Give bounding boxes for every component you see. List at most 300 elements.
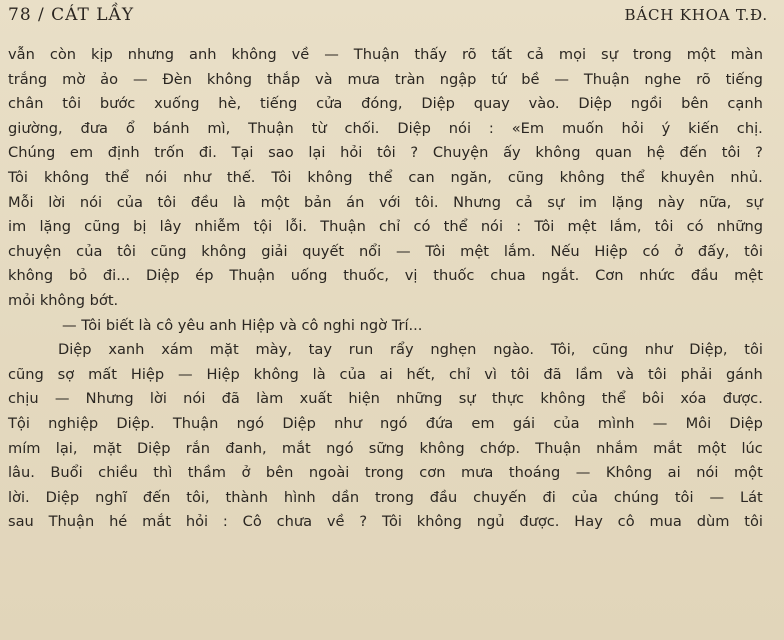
word: thì bbox=[153, 464, 173, 482]
word: sự bbox=[601, 46, 618, 63]
word: mắt bbox=[142, 513, 172, 531]
word: cạnh bbox=[727, 95, 763, 113]
word: sao bbox=[268, 144, 294, 162]
text-line bbox=[8, 437, 763, 462]
word: nữa, bbox=[699, 193, 732, 211]
word: cô bbox=[617, 513, 635, 531]
word: đã bbox=[543, 365, 562, 383]
word: của bbox=[571, 488, 598, 506]
word: tội bbox=[253, 218, 273, 236]
text-line bbox=[8, 387, 763, 412]
word: : bbox=[516, 218, 522, 236]
word: yêu bbox=[177, 316, 210, 334]
word: cả bbox=[526, 46, 544, 63]
word: nghĩ bbox=[95, 488, 127, 506]
word: đóng, bbox=[361, 95, 403, 113]
word: tiếng bbox=[260, 95, 298, 113]
word: mệt bbox=[734, 267, 763, 285]
word: bước bbox=[99, 95, 136, 113]
word: ngập bbox=[439, 70, 477, 88]
word: từ bbox=[311, 119, 327, 137]
word: nổi bbox=[358, 242, 382, 260]
word: gánh bbox=[726, 365, 763, 383]
word: không bbox=[39, 291, 90, 309]
word: đến bbox=[142, 488, 171, 506]
word: lâu. bbox=[8, 464, 35, 482]
word: anh bbox=[189, 46, 217, 63]
text-line bbox=[8, 461, 763, 486]
word: Diệp bbox=[58, 341, 92, 359]
word: em bbox=[69, 144, 94, 162]
word: thoáng bbox=[508, 464, 561, 482]
word: định bbox=[107, 144, 140, 162]
word: vẫn bbox=[8, 46, 35, 63]
word: gái bbox=[512, 414, 536, 432]
word: nghẹn bbox=[430, 341, 477, 359]
word: Hiệp bbox=[594, 242, 628, 260]
word: nói bbox=[448, 119, 471, 137]
word: ai bbox=[667, 464, 681, 482]
word: chuyến bbox=[473, 488, 527, 506]
word: chối. bbox=[344, 119, 380, 137]
word: mua bbox=[649, 513, 682, 531]
word: không bbox=[307, 168, 353, 186]
word: cô bbox=[301, 316, 324, 334]
word: của bbox=[76, 242, 103, 260]
word: chưa bbox=[276, 513, 313, 531]
word: và bbox=[616, 365, 635, 383]
word: có bbox=[642, 242, 660, 260]
word: mỏi bbox=[8, 291, 40, 309]
word: và bbox=[315, 70, 333, 88]
word: Không bbox=[605, 464, 653, 482]
word: ngó bbox=[326, 439, 354, 457]
word: mì, bbox=[207, 119, 231, 137]
word: cửa bbox=[316, 95, 343, 113]
word: đều bbox=[190, 193, 219, 211]
word: hết, bbox=[406, 365, 436, 383]
word: Nếu bbox=[550, 242, 580, 260]
word: mưa bbox=[347, 70, 380, 88]
word: như bbox=[644, 341, 673, 359]
word: sau bbox=[8, 513, 34, 531]
word: tôi. bbox=[415, 193, 439, 211]
word: lại, bbox=[55, 439, 78, 457]
word: thấy bbox=[414, 46, 447, 63]
word: Diệp bbox=[421, 95, 455, 113]
word: vì bbox=[484, 365, 497, 383]
word: ảo bbox=[100, 70, 119, 88]
word: hỏi bbox=[185, 513, 209, 531]
word: Hiệp bbox=[130, 365, 165, 383]
word: biết bbox=[105, 316, 139, 334]
word: Buổi bbox=[50, 464, 83, 482]
word: thể bbox=[368, 168, 393, 186]
word: ngăn, bbox=[450, 168, 492, 186]
word: Tôi bbox=[81, 316, 106, 334]
word: không bbox=[253, 365, 299, 383]
word: trốn bbox=[154, 144, 185, 162]
word: nhắm bbox=[596, 439, 638, 457]
word: sự bbox=[547, 193, 565, 211]
word: là bbox=[138, 316, 157, 334]
word: làm bbox=[256, 390, 284, 408]
word: này bbox=[657, 193, 685, 211]
word: đanh, bbox=[225, 439, 267, 457]
word: cũng bbox=[507, 168, 544, 186]
word: hè, bbox=[218, 95, 242, 113]
word: Hiệp bbox=[241, 316, 280, 334]
word: kịp bbox=[91, 46, 113, 63]
word: có bbox=[686, 218, 704, 236]
word: ngồi bbox=[630, 95, 663, 113]
word: — bbox=[395, 242, 411, 260]
word: của bbox=[553, 414, 580, 432]
word: tiếng bbox=[725, 70, 763, 88]
text-line bbox=[8, 215, 763, 240]
word: quan bbox=[595, 144, 632, 162]
word: nói bbox=[480, 218, 504, 236]
word: lặng bbox=[611, 193, 644, 211]
word: tay bbox=[308, 341, 332, 359]
text-line bbox=[8, 43, 763, 68]
word: lại bbox=[308, 144, 326, 162]
word: bề bbox=[521, 70, 540, 88]
word: đầu bbox=[429, 488, 458, 506]
word: giải bbox=[261, 242, 288, 260]
text-line bbox=[8, 141, 763, 166]
word: nhức bbox=[639, 267, 676, 285]
word: đi... bbox=[102, 267, 131, 285]
word: Cô bbox=[242, 513, 262, 531]
word: tôi bbox=[377, 144, 396, 162]
word: cô bbox=[156, 316, 178, 334]
word: hình bbox=[283, 488, 316, 506]
body-text bbox=[8, 43, 763, 535]
word: Tôi bbox=[425, 242, 446, 260]
word: Thuận bbox=[172, 414, 219, 432]
word: không bbox=[231, 46, 277, 63]
word: kiến bbox=[688, 119, 719, 137]
word: thể bbox=[601, 390, 626, 408]
word: ngờ bbox=[359, 316, 392, 334]
word: vị bbox=[404, 267, 418, 285]
word: : bbox=[222, 513, 228, 531]
word: với bbox=[378, 193, 401, 211]
word: phải bbox=[680, 365, 713, 383]
word: Diệp bbox=[578, 95, 612, 113]
word: bánh bbox=[152, 119, 190, 137]
word: Môi bbox=[685, 414, 712, 432]
word: — bbox=[575, 464, 591, 482]
word: Diệp, bbox=[689, 341, 728, 359]
word: thắp bbox=[266, 70, 301, 88]
word: ấy bbox=[503, 144, 521, 162]
word: nói bbox=[183, 390, 206, 408]
word: đứa bbox=[425, 414, 454, 432]
word: tôi bbox=[744, 341, 763, 359]
word: hé bbox=[109, 513, 128, 531]
word: ở bbox=[241, 464, 251, 482]
word: mặt bbox=[209, 341, 239, 359]
word: Nhưng bbox=[85, 390, 134, 408]
word: tôi bbox=[510, 365, 530, 383]
word: thành bbox=[225, 488, 268, 506]
word: xám bbox=[161, 341, 193, 359]
word: còn bbox=[49, 46, 77, 63]
word: rắn bbox=[185, 439, 210, 457]
text-line bbox=[8, 510, 763, 535]
word: tôi bbox=[648, 365, 667, 383]
word: dùm bbox=[696, 513, 730, 531]
text-line bbox=[8, 264, 763, 289]
word: tôi bbox=[721, 144, 741, 162]
word: chiều bbox=[98, 464, 138, 482]
word: rẩy bbox=[390, 341, 414, 359]
word: cũng bbox=[8, 365, 44, 383]
word: can bbox=[408, 168, 435, 186]
word: Diệp. bbox=[116, 414, 155, 432]
word: ép bbox=[195, 267, 214, 285]
word: «Em bbox=[511, 119, 545, 137]
text-line bbox=[8, 363, 763, 388]
word: lời. bbox=[8, 488, 30, 506]
word: một bbox=[686, 46, 716, 63]
word: mờ bbox=[62, 70, 86, 88]
word: Thuận bbox=[229, 267, 275, 285]
word: lời bbox=[149, 390, 167, 408]
text-line bbox=[8, 92, 763, 117]
word: Diệp bbox=[136, 439, 171, 457]
word: Nhưng bbox=[453, 193, 502, 211]
word: ngủ bbox=[476, 513, 505, 531]
word: thuốc, bbox=[343, 267, 389, 285]
word: không bbox=[8, 267, 54, 285]
word: đã bbox=[221, 390, 240, 408]
word: im bbox=[8, 218, 27, 236]
word: thể bbox=[443, 218, 468, 236]
text-line bbox=[8, 240, 763, 265]
word: Tội bbox=[8, 414, 30, 432]
word: những bbox=[396, 390, 443, 408]
word: Tôi bbox=[271, 168, 292, 186]
word: chua bbox=[490, 267, 526, 285]
word: Chúng bbox=[8, 144, 56, 162]
word: ngào. bbox=[493, 341, 534, 359]
word: chịu bbox=[8, 390, 39, 408]
word: về bbox=[326, 513, 345, 531]
word: run bbox=[348, 341, 374, 359]
word: Tại bbox=[231, 144, 254, 162]
word: Lát bbox=[739, 488, 763, 506]
word: Thuận bbox=[535, 439, 581, 457]
word: hiện bbox=[348, 390, 380, 408]
word: chân bbox=[8, 95, 44, 113]
word: Tôi bbox=[8, 168, 28, 186]
word: hỏi bbox=[340, 144, 363, 162]
word: mưa bbox=[460, 464, 494, 482]
word: đi. bbox=[198, 144, 217, 162]
word: chị. bbox=[736, 119, 763, 137]
word: lắm, bbox=[609, 218, 642, 236]
word: chúng bbox=[613, 488, 659, 506]
word: Thuận bbox=[48, 513, 95, 531]
word: Cơn bbox=[595, 267, 624, 285]
word: xóa bbox=[680, 390, 707, 408]
word: cũng bbox=[84, 218, 120, 236]
word: — bbox=[178, 365, 193, 383]
word: bỏ bbox=[68, 267, 88, 285]
word: thể bbox=[620, 168, 645, 186]
word: Diệp bbox=[397, 119, 431, 137]
word: nhiễm bbox=[194, 218, 241, 236]
running-head-publication: BÁCH KHOA T.Đ. bbox=[624, 6, 768, 24]
word: Thuận bbox=[248, 119, 294, 137]
word: một bbox=[260, 193, 290, 211]
word: mím bbox=[8, 439, 41, 457]
word: Hiệp bbox=[206, 365, 240, 383]
word: một bbox=[733, 464, 763, 482]
word: lắm. bbox=[503, 242, 536, 260]
word: vào. bbox=[528, 95, 560, 113]
word: tôi bbox=[654, 218, 674, 236]
word: đấy, bbox=[697, 242, 730, 260]
word: — bbox=[652, 414, 668, 432]
word: nghiệp bbox=[48, 414, 99, 432]
word: rõ bbox=[696, 70, 711, 88]
word: chớp. bbox=[479, 439, 520, 457]
word: anh bbox=[209, 316, 242, 334]
word: mắt bbox=[281, 439, 311, 457]
word: là bbox=[312, 365, 326, 383]
word: tứ bbox=[491, 70, 507, 88]
word: Chuyện bbox=[432, 144, 489, 162]
word: bớt. bbox=[89, 291, 119, 309]
word: không bbox=[559, 168, 605, 186]
word: ở bbox=[674, 242, 684, 260]
word: trong bbox=[375, 488, 414, 506]
word: của bbox=[116, 193, 143, 211]
word: quyết bbox=[302, 242, 345, 260]
word: khuyên bbox=[660, 168, 715, 186]
word: ? bbox=[359, 513, 368, 531]
word: lây bbox=[159, 218, 182, 236]
page-number-and-title: 78 / CÁT LẦY bbox=[8, 5, 135, 25]
word: ai bbox=[379, 365, 393, 383]
word: thầm bbox=[187, 464, 226, 482]
word: đầu bbox=[690, 267, 719, 285]
word: mặt bbox=[92, 439, 122, 457]
word: mệt bbox=[460, 242, 490, 260]
word: quay bbox=[473, 95, 510, 113]
word: ? bbox=[755, 144, 763, 162]
word: Diệp bbox=[145, 267, 180, 285]
word: thể bbox=[105, 168, 130, 186]
word: nhủ. bbox=[730, 168, 763, 186]
word: trong bbox=[364, 464, 404, 482]
word: cả bbox=[515, 193, 533, 211]
text-line bbox=[8, 412, 763, 437]
word: tôi bbox=[744, 513, 763, 531]
word: bản bbox=[304, 193, 332, 211]
text-line bbox=[8, 289, 763, 314]
word: thế. bbox=[226, 168, 256, 186]
paragraph-first-line bbox=[8, 338, 763, 363]
word: đưa bbox=[80, 119, 109, 137]
word: nói bbox=[79, 193, 103, 211]
word: tràn bbox=[394, 70, 425, 88]
word: xuất bbox=[299, 390, 333, 408]
word: Thuận bbox=[353, 46, 400, 63]
word: — bbox=[62, 316, 82, 334]
word: Thuận bbox=[583, 70, 630, 88]
word: muốn bbox=[561, 119, 604, 137]
word: xuống bbox=[154, 95, 200, 113]
word: lúc bbox=[741, 439, 763, 457]
word: Trí... bbox=[391, 316, 423, 334]
word: im bbox=[578, 193, 598, 211]
word: dần bbox=[331, 488, 360, 506]
word: về bbox=[291, 46, 310, 63]
word: bên bbox=[265, 464, 294, 482]
word: Thuận bbox=[320, 218, 366, 236]
word: mắt bbox=[653, 439, 683, 457]
word: — bbox=[709, 488, 725, 506]
word: mệt bbox=[567, 218, 597, 236]
word: nhưng bbox=[127, 46, 175, 63]
word: nghe bbox=[644, 70, 682, 88]
word: sự bbox=[745, 193, 763, 211]
text-line bbox=[8, 486, 763, 511]
word: ngó bbox=[236, 414, 265, 432]
word: cũng bbox=[592, 341, 628, 359]
word: — bbox=[324, 46, 339, 63]
word: sợ bbox=[57, 365, 75, 383]
text-line bbox=[8, 68, 763, 93]
word: của bbox=[339, 365, 366, 383]
word: được. bbox=[722, 390, 763, 408]
word: không bbox=[535, 144, 581, 162]
word: Tôi, bbox=[550, 341, 576, 359]
word: không bbox=[43, 168, 90, 186]
word: bên bbox=[681, 95, 709, 113]
word: mọi bbox=[558, 46, 587, 63]
word: tôi bbox=[62, 95, 82, 113]
word: Hay bbox=[574, 513, 603, 531]
word: lầm bbox=[575, 365, 603, 383]
word: — bbox=[54, 390, 70, 408]
word: đến bbox=[679, 144, 708, 162]
word: em bbox=[471, 414, 495, 432]
word: Mỗi bbox=[8, 193, 34, 211]
word: sững bbox=[368, 439, 405, 457]
word: lặng bbox=[39, 218, 71, 236]
word: uống bbox=[290, 267, 328, 285]
word: nói bbox=[696, 464, 719, 482]
word: sự bbox=[458, 390, 476, 408]
word: những bbox=[716, 218, 763, 236]
word: Diệp bbox=[282, 414, 316, 432]
word: là bbox=[232, 193, 246, 211]
text-line bbox=[8, 117, 763, 142]
word: bôi bbox=[641, 390, 665, 408]
word: ổ bbox=[125, 119, 135, 137]
word: lỗi. bbox=[285, 218, 308, 236]
running-header bbox=[8, 3, 768, 27]
word: mất bbox=[88, 365, 117, 383]
word: — bbox=[554, 70, 569, 88]
word: tôi bbox=[744, 242, 763, 260]
